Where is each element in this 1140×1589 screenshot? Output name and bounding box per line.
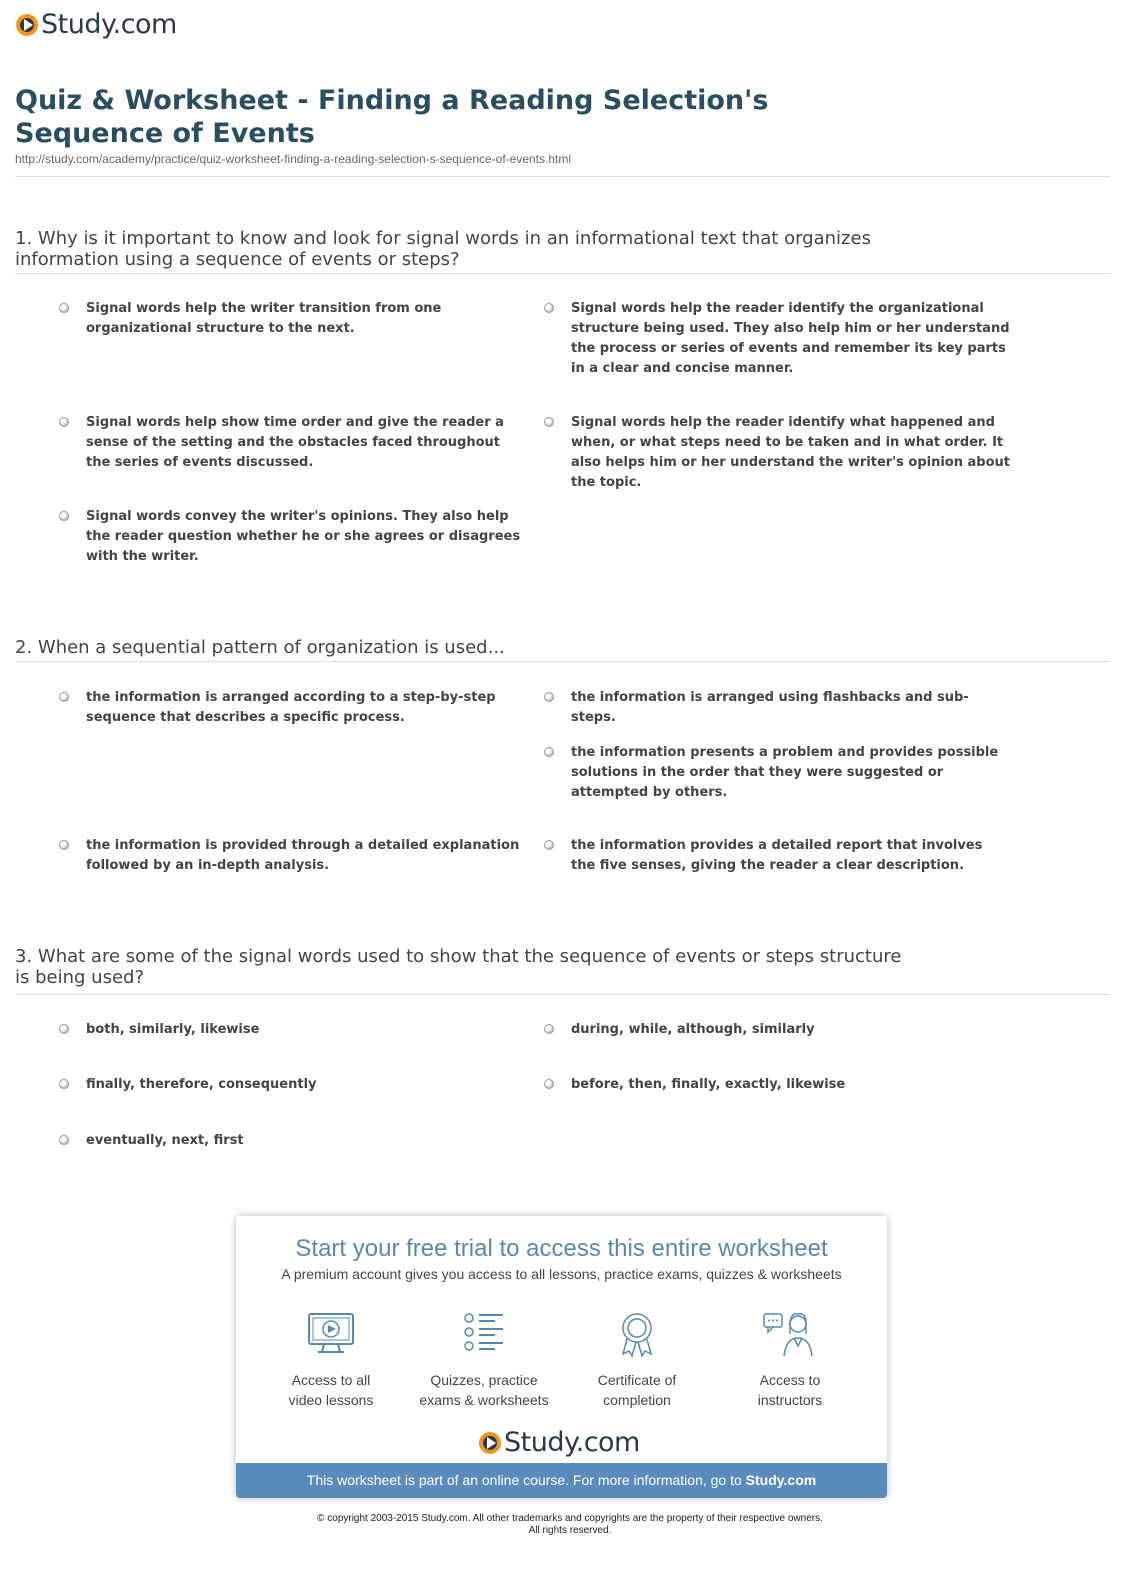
radio-button-icon[interactable]: [59, 511, 69, 521]
page-title: Quiz & Worksheet - Finding a Reading Selection's Sequence of Events: [15, 85, 769, 149]
radio-button-icon[interactable]: [544, 303, 554, 313]
answer-text: eventually, next, first: [86, 1133, 244, 1148]
feature-certificate: [562, 1310, 712, 1410]
answer-text: finally, therefore, consequently: [86, 1077, 317, 1092]
play-logo-icon: [479, 1432, 501, 1454]
video-lesson-icon: [306, 1310, 356, 1358]
radio-button-icon[interactable]: [59, 1135, 69, 1145]
study-logo[interactable]: [16, 9, 177, 40]
radio-button-icon[interactable]: [544, 747, 554, 757]
answer-text: the information provides a detailed report that involves the five senses, giving the reader a clear description.: [571, 838, 983, 873]
radio-button-icon[interactable]: [59, 1024, 69, 1034]
divider: [15, 661, 1110, 662]
instructor-icon: [760, 1310, 820, 1358]
answer-text: the information is provided through a detailed explanation followed by an in-depth analysis.: [86, 838, 520, 873]
radio-button-icon[interactable]: [544, 840, 554, 850]
promo-subtitle: A premium account gives you access to all lessons, practice exams, quizzes & worksheets: [281, 1266, 842, 1282]
answer-text: the information is arranged using flashbacks and sub-steps.: [571, 690, 969, 725]
promo-title[interactable]: Start your free trial to access this entire worksheet: [295, 1235, 828, 1262]
study-link[interactable]: Study.com: [745, 1472, 817, 1488]
answer-text: the information is arranged according to a step-by-step sequence that describes a specific process.: [86, 690, 496, 725]
answer-text: Signal words help the writer transition from one organizational structure to the next.: [86, 301, 442, 336]
feature-quizzes: [409, 1310, 559, 1410]
certificate-icon: [612, 1310, 662, 1358]
answer-text: Signal words help the reader identify the organizational structure being used. They also help him or her understand the process or series of events and remember its key parts in a clear and concise manner.: [571, 301, 1010, 376]
answer-text: before, then, finally, exactly, likewise: [571, 1077, 846, 1092]
feature-label: Access to instructors: [757, 1372, 823, 1408]
logo-text: Study.com: [504, 1427, 640, 1458]
study-logo[interactable]: [479, 1427, 640, 1458]
radio-button-icon[interactable]: [59, 840, 69, 850]
radio-button-icon[interactable]: [544, 417, 554, 427]
promo-footer: [236, 1463, 887, 1498]
feature-video-lessons: [256, 1310, 406, 1410]
divider: [15, 994, 1110, 995]
feature-label: Access to all video lessons: [288, 1372, 374, 1408]
radio-button-icon[interactable]: [59, 692, 69, 702]
logo-text: Study.com: [41, 9, 177, 40]
answer-text: Signal words help show time order and give the reader a sense of the setting and the obstacles faced throughout the series of events discussed.: [86, 415, 504, 470]
radio-button-icon[interactable]: [59, 303, 69, 313]
free-trial-promo[interactable]: [236, 1216, 887, 1498]
answer-text: the information presents a problem and provides possible solutions in the order that they were suggested or attempted by others.: [571, 745, 999, 800]
radio-button-icon[interactable]: [544, 1024, 554, 1034]
feature-label: Certificate of completion: [597, 1372, 677, 1408]
radio-button-icon[interactable]: [59, 1079, 69, 1089]
question-2: 2. When a sequential pattern of organization is used...: [15, 637, 505, 658]
divider: [15, 176, 1110, 177]
quiz-list-icon: [459, 1310, 509, 1358]
answer-text: Signal words help the reader identify what happened and when, or what steps need to be taken and in what order. It also helps him or her understand the writer's opinion about the topic.: [571, 415, 1011, 490]
copyright: [0, 1513, 1140, 1537]
feature-instructors: [715, 1310, 865, 1410]
answer-text: during, while, although, similarly: [571, 1022, 815, 1037]
play-logo-icon: [16, 14, 38, 36]
page-url: http://study.com/academy/practice/quiz-worksheet-finding-a-reading-selection-s-sequence-of-events.html: [15, 152, 572, 166]
copyright-line: © copyright 2003-2015 Study.com. All other trademarks and copyrights are the property of their respective owners.: [317, 1513, 823, 1524]
promo-footer-text: This worksheet is part of an online course. For more information, go to: [306, 1472, 746, 1488]
question-1: 1. Why is it important to know and look for signal words in an informational text that organizes information using a sequence of events or steps?: [15, 228, 871, 270]
radio-button-icon[interactable]: [544, 1079, 554, 1089]
answer-text: Signal words convey the writer's opinions. They also help the reader question whether he or she agrees or disagrees with the writer.: [86, 509, 521, 564]
divider: [15, 273, 1110, 274]
question-3: 3. What are some of the signal words used to show that the sequence of events or steps structure is being used?: [15, 946, 902, 988]
radio-button-icon[interactable]: [59, 417, 69, 427]
radio-button-icon[interactable]: [544, 692, 554, 702]
copyright-line: All rights reserved.: [528, 1525, 612, 1536]
feature-label: Quizzes, practice exams & worksheets: [419, 1372, 549, 1408]
answer-text: both, similarly, likewise: [86, 1022, 260, 1037]
